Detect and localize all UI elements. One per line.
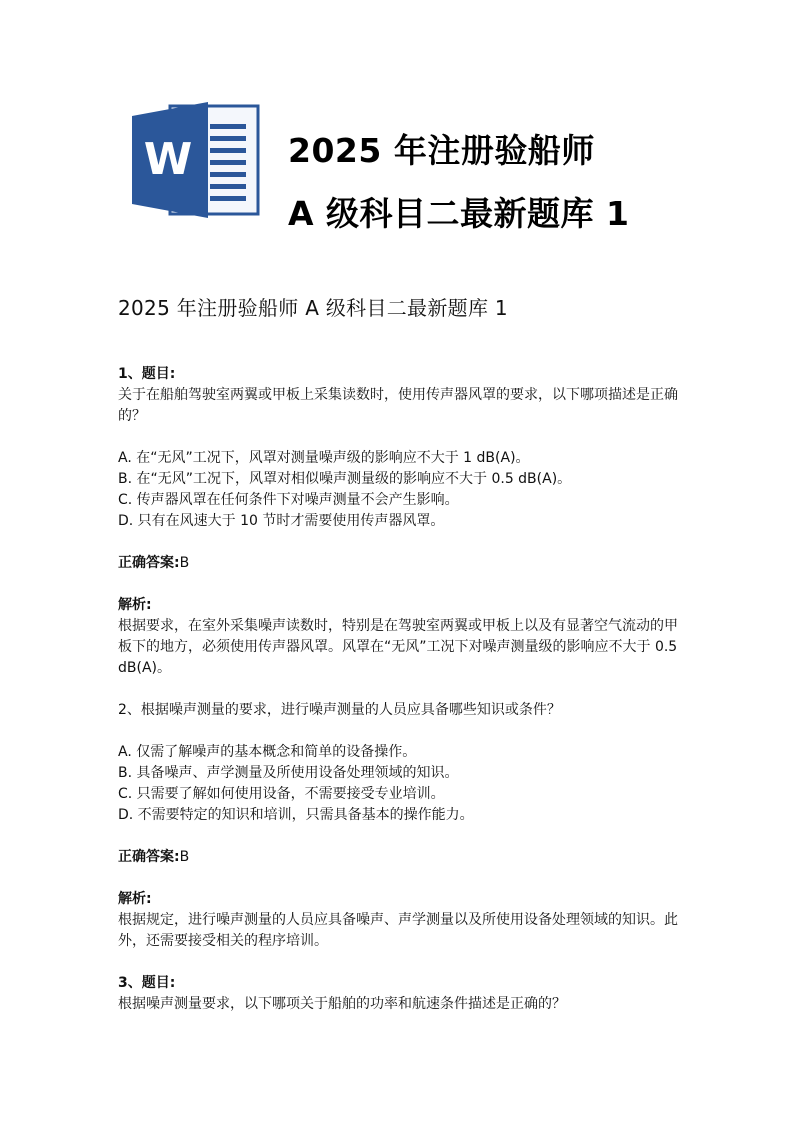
cover-title-line1: 2025 年注册验船师	[288, 131, 595, 170]
answer-label: 正确答案:	[118, 849, 180, 865]
question-list	[118, 364, 678, 1015]
question-2	[118, 700, 678, 973]
answer-label: 正确答案:	[118, 555, 180, 571]
question-1-stem: 关于在船舶驾驶室两翼或甲板上采集读数时，使用传声器风罩的要求，以下哪项描述是正确的？	[118, 387, 678, 424]
question-3-stem: 根据噪声测量要求，以下哪项关于船舶的功率和航速条件描述是正确的？	[118, 996, 566, 1012]
answer-value: B	[179, 849, 190, 865]
cover-header	[132, 100, 692, 240]
question-2-answer	[118, 847, 678, 868]
question-1-heading: 1、题目:	[118, 366, 176, 382]
question-2-option-b: B. 具备噪声、声学测量及所使用设备处理领域的知识。	[118, 765, 459, 781]
logo-letter: W	[143, 134, 193, 185]
question-3	[118, 973, 678, 1015]
question-2-option-d: D. 不需要特定的知识和培训，只需具备基本的操作能力。	[118, 807, 474, 823]
question-1-option-b: B. 在“无风”工况下，风罩对相似噪声测量级的影响应不大于 0.5 dB(A)。	[118, 471, 572, 487]
question-2-stem: 2、根据噪声测量的要求，进行噪声测量的人员应具备哪些知识或条件？	[118, 702, 561, 718]
question-1-analysis-label: 解析:	[118, 597, 152, 613]
microsoft-word-icon	[132, 102, 260, 218]
question-3-heading: 3、题目:	[118, 975, 176, 991]
document-title: 2025 年注册验船师 A 级科目二最新题库 1	[118, 296, 508, 320]
question-2-analysis-label: 解析:	[118, 891, 152, 907]
cover-title-line2: A 级科目二最新题库 1	[288, 194, 630, 233]
answer-value: B	[179, 555, 190, 571]
question-1-answer	[118, 553, 678, 574]
question-2-option-c: C. 只需要了解如何使用设备，不需要接受专业培训。	[118, 786, 445, 802]
question-2-analysis: 根据规定，进行噪声测量的人员应具备噪声、声学测量以及所使用设备处理领域的知识。此外，还需要接受相关的程序培训。	[118, 912, 678, 949]
question-1	[118, 364, 678, 700]
question-1-option-d: D. 只有在风速大于 10 节时才需要使用传声器风罩。	[118, 513, 445, 529]
question-1-option-c: C. 传声器风罩在任何条件下对噪声测量不会产生影响。	[118, 492, 459, 508]
question-2-option-a: A. 仅需了解噪声的基本概念和简单的设备操作。	[118, 744, 417, 760]
question-1-option-a: A. 在“无风”工况下，风罩对测量噪声级的影响应不大于 1 dB(A)。	[118, 450, 530, 466]
question-1-analysis: 根据要求，在室外采集噪声读数时，特别是在驾驶室两翼或甲板上以及有显著空气流动的甲板下的地方，必须使用传声器风罩。风罩在“无风”工况下对噪声测量级的影响应不大于 0.5 dB(A)。	[118, 618, 678, 676]
